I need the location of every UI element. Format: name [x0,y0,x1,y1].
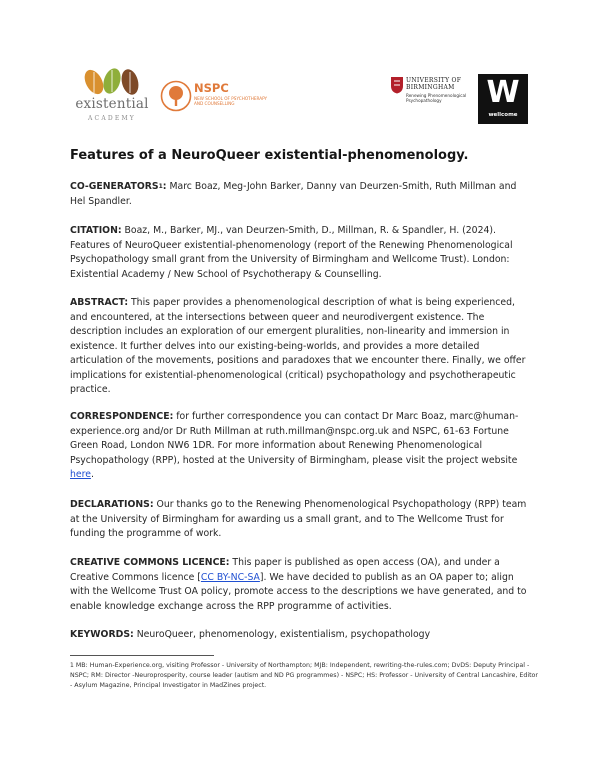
footnote-number: 1 [70,662,74,669]
correspondence-text: for further correspondence you can contact Dr Marc Boaz, marc@human-experience.org and/or Dr Ruth Millman at ruth.millman@nspc.org.uk and NSPC, 61-63 Fortune Green Road, London NW6 1DR. For more information about Renewing Phenomenological Psychopathology (RPP), hosted at the University of Birmingham, please visit the project website [70,411,519,466]
crest-icon [390,76,404,94]
citation-text: Boaz, M., Barker, MJ., van Deurzen-Smith, D., Millman, R. & Spandler, H. (2024). Features of NeuroQueer existential-phenomenology (report of the Renewing Phenomenological Psychopathology small grant from the University of Birmingham and Wellcome Trust). London: Existential Academy / New School of Psychotherapy & Counselling. [70,225,513,280]
page-title: Features of a NeuroQueer existential-phenomenology. [70,148,469,163]
correspondence-paragraph: CORRESPONDENCE: for further correspondence you can contact Dr Marc Boaz, marc@human-experience.org and/or Dr Ruth Millman at ruth.millman@nspc.org.uk and NSPC, 61-63 Fortune Green Road, London NW6 1DR. For more information about Renewing Phenomenological Psychopathology (RPP), hosted at the University of Birmingham, please visit the project website here. [70,411,519,480]
citation-label: CITATION: [70,225,122,236]
declarations-label: DECLARATIONS: [70,499,154,510]
licence-label: CREATIVE COMMONS LICENCE: [70,557,230,568]
tree-seal-icon [160,80,192,112]
wellcome-logo [478,74,528,124]
correspondence-label: CORRESPONDENCE: [70,411,174,422]
abstract-paragraph [70,296,532,398]
citation-paragraph [70,224,532,282]
footnote-marker: 1 [158,183,163,190]
existential-academy-logo [72,68,152,134]
footnote-divider [70,655,214,656]
abstract-label: ABSTRACT: [70,297,129,308]
wellcome-w-icon: W [486,75,520,110]
leaves-icon [72,68,152,98]
uob-name: UNIVERSITY OF BIRMINGHAM [406,77,462,91]
existential-academy-name: existential [75,96,149,112]
header-logos [0,0,600,140]
nspc-name: NSPC [194,81,229,95]
university-of-birmingham-logo [390,76,474,116]
keywords-label: KEYWORDS: [70,629,134,640]
footnote [70,661,540,691]
nspc-sub: NEW SCHOOL OF PSYCHOTHERAPY AND COUNSELLING [194,96,268,106]
declarations-text: Our thanks go to the Renewing Phenomenological Psychopathology (RPP) team at the University of Birmingham for awarding us a small grant, and to The Wellcome Trust for funding the programme of work. [70,499,527,539]
licence-paragraph [70,556,532,614]
nspc-logo [160,80,270,114]
keywords-paragraph [70,628,532,643]
co-generators-label: CO-GENERATORS$^1$: [70,181,167,192]
footnote-text: MB: Human-Experience.org, visiting Professor - University of Northampton; MJB: Independent, rewriting-the-rules.com; DvDS: Deputy Principal - NSPC; RM: Director -Neuroprosperity, course leader (autism and ND PG programmes) - NSPC; HS: Professor - University of Central Lancashire, Editor - Asylum Magazine, Principal Investigator in MadZines project. [70,662,538,689]
co-generators-paragraph [70,180,532,209]
cc-licence-link[interactable]: CC BY-NC-SA [200,571,260,583]
licence-text-a: This paper is published as open access (OA), and under a Creative Commons licence [ [70,557,500,583]
abstract-text: This paper provides a phenomenological description of what is being experienced, and encountered, at the intersections between queer and neurodivergent existence. The description includes an exploration of our emergent pluralities, non-linearity and immersion in existence. It further delves into our existing-being-worlds, and provides a more detailed articulation of the movements, positions and paradoxes that we encounter there. Finally, we offer implications for existential-phenomenological (critical) psychopathology and psychotherapeutic practice. [70,297,526,395]
uob-sub: Renewing Phenomenological Psychopathology [406,93,467,103]
keywords-text: NeuroQueer, phenomenology, existentialism, psychopathology [133,629,431,640]
declarations-paragraph [70,498,532,542]
project-website-link[interactable]: here [70,469,91,480]
co-generators-text: Marc Boaz, Meg-John Barker, Danny van Deurzen-Smith, Ruth Millman and Hel Spandler. [70,181,517,207]
licence-text-b: ]. We have decided to publish as an OA paper to; align with the Wellcome Trust OA policy, promote access to the descriptions we have generated, and to enable knowledge exchange across the RPP programme of activities. [70,571,527,612]
existential-academy-sub: ACADEMY [88,115,136,122]
wellcome-wordmark: wellcome [488,112,518,118]
